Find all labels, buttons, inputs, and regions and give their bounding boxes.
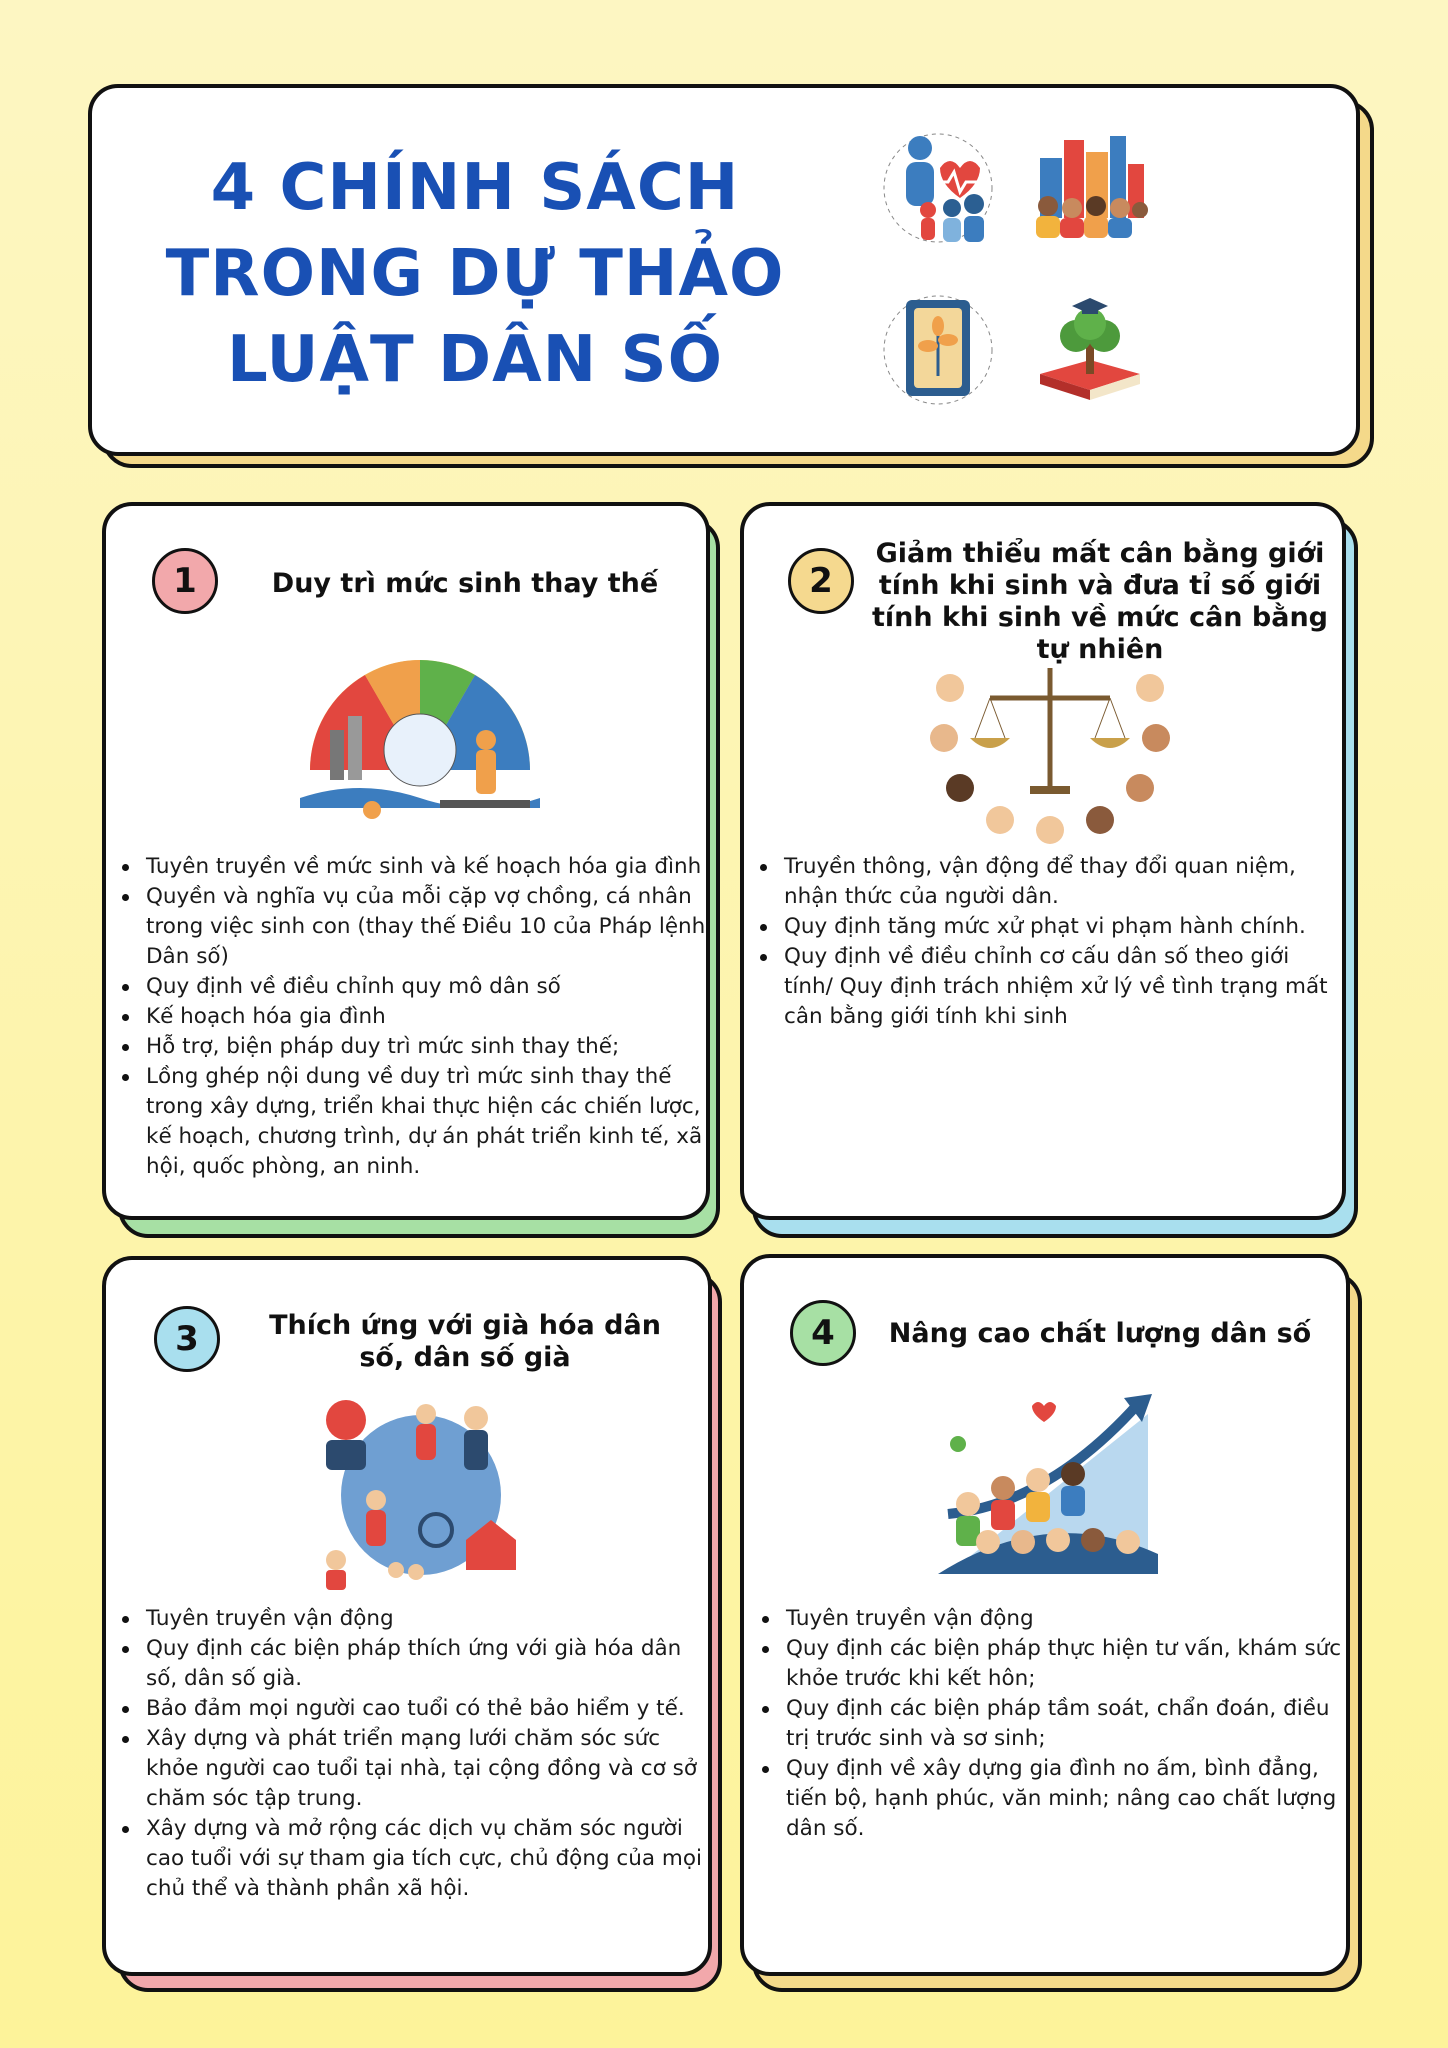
card-3-bullets <box>116 1604 710 1904</box>
list-item: Truyền thông, vận động để thay đổi quan niệm, nhận thức của người dân. <box>754 852 1344 912</box>
family-health-icon <box>878 128 998 248</box>
list-item: Kế hoạch hóa gia đình <box>116 1002 708 1032</box>
list-item: Quy định tăng mức xử phạt vi phạm hành chính. <box>754 912 1344 942</box>
card-1-bullets <box>116 852 708 1182</box>
book-plant-icon <box>878 290 998 410</box>
list-item: Quy định về xây dựng gia đình no ấm, bình đẳng, tiến bộ, hạnh phúc, văn minh; nâng cao chất lượng dân số. <box>756 1754 1350 1844</box>
title-line-3: LUẬT DÂN SỐ <box>227 323 723 397</box>
list-item: Lồng ghép nội dung về duy trì mức sinh thay thế trong xây dựng, triển khai thực hiện các chiến lược, kế hoạch, chương trình, dự án phát triển kinh tế, xã hội, quốc phòng, an ninh. <box>116 1062 708 1182</box>
list-item: Quy định các biện pháp thích ứng với già hóa dân số, dân số già. <box>116 1634 710 1694</box>
list-item: Hỗ trợ, biện pháp duy trì mức sinh thay thế; <box>116 1032 708 1062</box>
city-crowd-icon <box>1030 128 1150 248</box>
list-item: Quyền và nghĩa vụ của mỗi cặp vợ chồng, cá nhân trong việc sinh con (thay thế Điều 10 của Pháp lệnh Dân số) <box>116 882 708 972</box>
card-4-number-badge <box>790 1300 856 1366</box>
list-item: Quy định về điều chỉnh cơ cấu dân số theo giới tính/ Quy định trách nhiệm xử lý về tình trạng mất cân bằng giới tính khi sinh <box>754 942 1344 1032</box>
card-2-number: 2 <box>809 561 833 601</box>
card-3-number: 3 <box>175 1319 199 1359</box>
list-item: Quy định các biện pháp tầm soát, chẩn đoán, điều trị trước sinh và sơ sinh; <box>756 1694 1350 1754</box>
gender-balance-illustration <box>930 648 1170 848</box>
card-4-number: 4 <box>811 1313 835 1353</box>
card-4-bullets <box>756 1604 1350 1844</box>
title-line-1: 4 CHÍNH SÁCH <box>210 151 740 225</box>
card-2-bullets <box>754 852 1344 1032</box>
page-title <box>130 145 820 403</box>
card-2-number-badge <box>788 548 854 614</box>
birth-rate-illustration <box>290 620 550 830</box>
education-tree-book-icon <box>1030 290 1150 410</box>
card-3-number-badge <box>154 1306 220 1372</box>
list-item: Quy định về điều chỉnh quy mô dân số <box>116 972 708 1002</box>
list-item: Bảo đảm mọi người cao tuổi có thẻ bảo hiểm y tế. <box>116 1694 710 1724</box>
card-1-number-badge <box>152 548 218 614</box>
population-quality-growth-illustration <box>928 1384 1168 1584</box>
list-item: Quy định các biện pháp thực hiện tư vấn, khám sức khỏe trước khi kết hôn; <box>756 1634 1350 1694</box>
card-2-title: Giảm thiểu mất cân bằng giới tính khi sinh và đưa tỉ số giới tính khi sinh về mức cân bằng tự nhiên <box>871 538 1329 665</box>
title-line-2: TRONG DỰ THẢO <box>165 237 785 311</box>
card-1-title: Duy trì mức sinh thay thế <box>271 568 659 599</box>
list-item: Tuyên truyền về mức sinh và kế hoạch hóa gia đình <box>116 852 708 882</box>
aging-population-illustration <box>316 1390 526 1590</box>
list-item: Tuyên truyền vận động <box>116 1604 710 1634</box>
card-4-title: Nâng cao chất lượng dân số <box>888 1318 1312 1349</box>
card-1-number: 1 <box>173 561 197 601</box>
list-item: Xây dựng và phát triển mạng lưới chăm sóc sức khỏe người cao tuổi tại nhà, tại cộng đồng và cơ sở chăm sóc tập trung. <box>116 1724 710 1814</box>
list-item: Xây dựng và mở rộng các dịch vụ chăm sóc người cao tuổi với sự tham gia tích cực, chủ động của mọi chủ thể và thành phần xã hội. <box>116 1814 710 1904</box>
card-3-title: Thích ứng với già hóa dân số, dân số già <box>269 1310 661 1373</box>
list-item: Tuyên truyền vận động <box>756 1604 1350 1634</box>
